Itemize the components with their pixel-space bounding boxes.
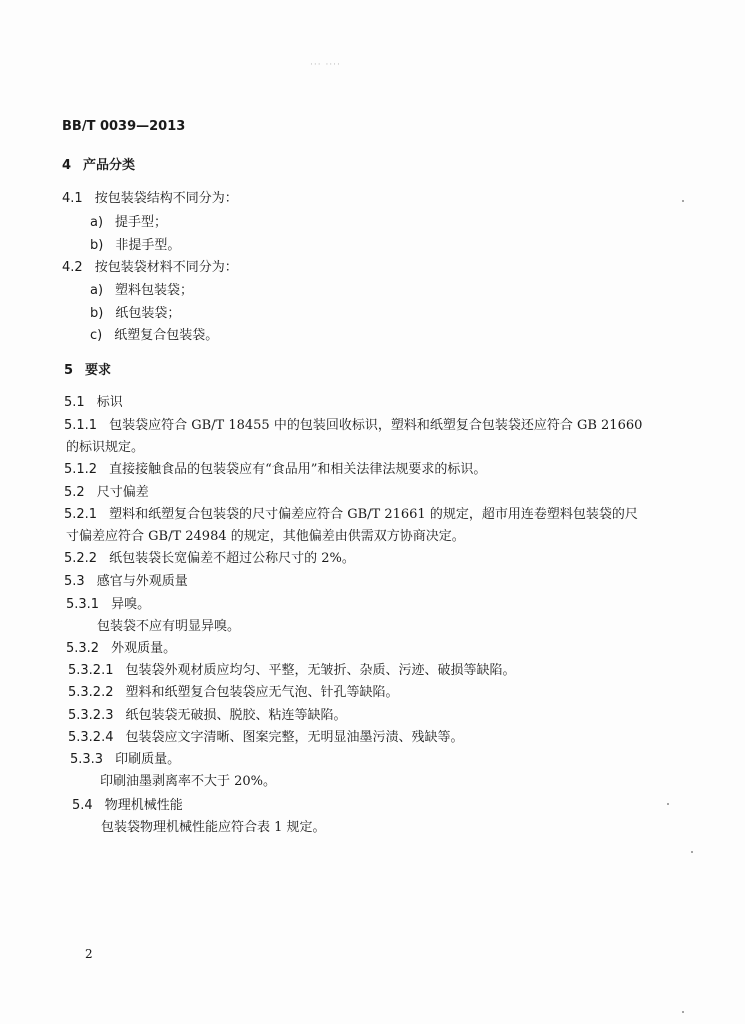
- clause-number: 5.1: [64, 395, 85, 410]
- item-text: 纸塑复合包装袋。: [114, 328, 219, 343]
- clause-5-1-1-continued: [66, 439, 144, 457]
- section-title: 要求: [85, 363, 112, 378]
- clause-text: 包装袋应符合 GB/T 18455 中的包装回收标识，塑料和纸塑复合包装袋还应符合 GB 21660: [109, 418, 643, 433]
- clause-number: 5.2: [64, 485, 85, 500]
- section-4-heading: [62, 157, 135, 175]
- item-label: c): [90, 328, 103, 343]
- clause-text: 标识: [96, 395, 123, 410]
- clause-number: 4.1: [62, 191, 83, 206]
- item-label: a): [90, 283, 104, 298]
- clause-5-3-1-body: [97, 618, 240, 636]
- list-item-4-2-b: [90, 305, 180, 323]
- clause-text: 包装袋应文字清晰、图案完整，无明显油墨污渍、残缺等。: [125, 730, 464, 745]
- clause-text: 塑料和纸塑复合包装袋的尺寸偏差应符合 GB/T 21661 的规定，超市用连卷塑料包装袋的尺: [109, 507, 638, 522]
- scan-speck: [691, 851, 693, 853]
- clause-text: 按包装袋结构不同分为：: [94, 191, 238, 206]
- clause-5-2-1-continued: [66, 528, 465, 546]
- clause-5-3-2: [66, 640, 176, 658]
- clause-text: 塑料和纸塑复合包装袋应无气泡、针孔等缺陷。: [125, 685, 399, 700]
- clause-number: 5.3.1: [66, 597, 100, 612]
- clause-number: 5.2.1: [64, 507, 98, 522]
- clause-5-4: [72, 797, 183, 815]
- clause-text: 物理机械性能: [104, 798, 183, 813]
- clause-text: 纸包装袋无破损、脱胶、粘连等缺陷。: [125, 708, 347, 723]
- scan-speck: [667, 803, 669, 805]
- clause-text: 印刷质量。: [115, 752, 181, 767]
- section-number: 4: [62, 158, 72, 173]
- page-number: 2: [85, 947, 93, 961]
- clause-5-3-2-1: [68, 662, 516, 680]
- clause-text: 尺寸偏差: [96, 485, 149, 500]
- list-item-4-2-a: [90, 282, 193, 300]
- item-label: a): [90, 215, 104, 230]
- clause-number: 5.3.2.4: [68, 730, 114, 745]
- scan-speck: [682, 1011, 684, 1013]
- clause-text: 的标识规定。: [66, 440, 145, 455]
- standard-code: BB/T 0039—2013: [62, 119, 186, 134]
- clause-number: 5.4: [72, 798, 93, 813]
- clause-5-3-2-2: [68, 684, 399, 702]
- clause-5-3-1: [66, 596, 150, 614]
- clause-5-1-1: [64, 417, 642, 435]
- section-title: 产品分类: [83, 158, 136, 173]
- list-item-4-2-c: [90, 327, 218, 345]
- clause-text: 按包装袋材料不同分为：: [94, 260, 238, 275]
- clause-5-2-1: [64, 506, 638, 524]
- item-text: 纸包装袋；: [115, 306, 181, 321]
- clause-5-2: [64, 484, 149, 502]
- clause-4-1: [62, 190, 238, 208]
- clause-text: 异嗅。: [111, 597, 151, 612]
- item-label: b): [90, 238, 104, 253]
- clause-number: 4.2: [62, 260, 83, 275]
- clause-5-3: [64, 573, 188, 591]
- clause-text: 包装袋外观材质应均匀、平整，无皱折、杂质、污迹、破损等缺陷。: [125, 663, 516, 678]
- section-number: 5: [64, 363, 74, 378]
- clause-5-3-2-4: [68, 729, 464, 747]
- scan-speck: [682, 200, 684, 202]
- clause-text: 外观质量。: [111, 641, 177, 656]
- clause-text: 印刷油墨剥离率不大于 20%。: [100, 774, 277, 789]
- clause-number: 5.3.2.3: [68, 708, 114, 723]
- clause-text: 包装袋物理机械性能应符合表 1 规定。: [101, 820, 326, 835]
- clause-4-2: [62, 259, 238, 277]
- clause-number: 5.3.3: [70, 752, 104, 767]
- clause-5-3-3: [70, 751, 180, 769]
- section-5-heading: [64, 362, 111, 380]
- clause-number: 5.1.1: [64, 418, 98, 433]
- item-text: 塑料包装袋；: [115, 283, 194, 298]
- item-label: b): [90, 306, 104, 321]
- clause-number: 5.3.2.2: [68, 685, 114, 700]
- item-text: 非提手型。: [115, 238, 181, 253]
- clause-number: 5.3: [64, 574, 85, 589]
- clause-5-1-2: [64, 461, 486, 479]
- clause-number: 5.2.2: [64, 551, 98, 566]
- scan-smudge-text: ··· ····: [310, 60, 341, 70]
- clause-5-3-2-3: [68, 707, 347, 725]
- clause-text: 直接接触食品的包装袋应有“食品用”和相关法律法规要求的标识。: [109, 462, 487, 477]
- clause-text: 寸偏差应符合 GB/T 24984 的规定，其他偏差由供需双方协商决定。: [66, 529, 465, 544]
- clause-5-2-2: [64, 550, 355, 568]
- clause-5-1: [64, 394, 123, 412]
- clause-5-4-body: [101, 819, 326, 837]
- list-item-4-1-a: [90, 214, 167, 232]
- clause-number: 5.3.2.1: [68, 663, 114, 678]
- clause-text: 感官与外观质量: [96, 574, 188, 589]
- item-text: 提手型；: [115, 215, 168, 230]
- clause-5-3-3-body: [100, 773, 276, 791]
- clause-number: 5.3.2: [66, 641, 100, 656]
- list-item-4-1-b: [90, 237, 180, 255]
- clause-text: 纸包装袋长宽偏差不超过公称尺寸的 2%。: [109, 551, 355, 566]
- clause-text: 包装袋不应有明显异嗅。: [97, 619, 241, 634]
- clause-number: 5.1.2: [64, 462, 98, 477]
